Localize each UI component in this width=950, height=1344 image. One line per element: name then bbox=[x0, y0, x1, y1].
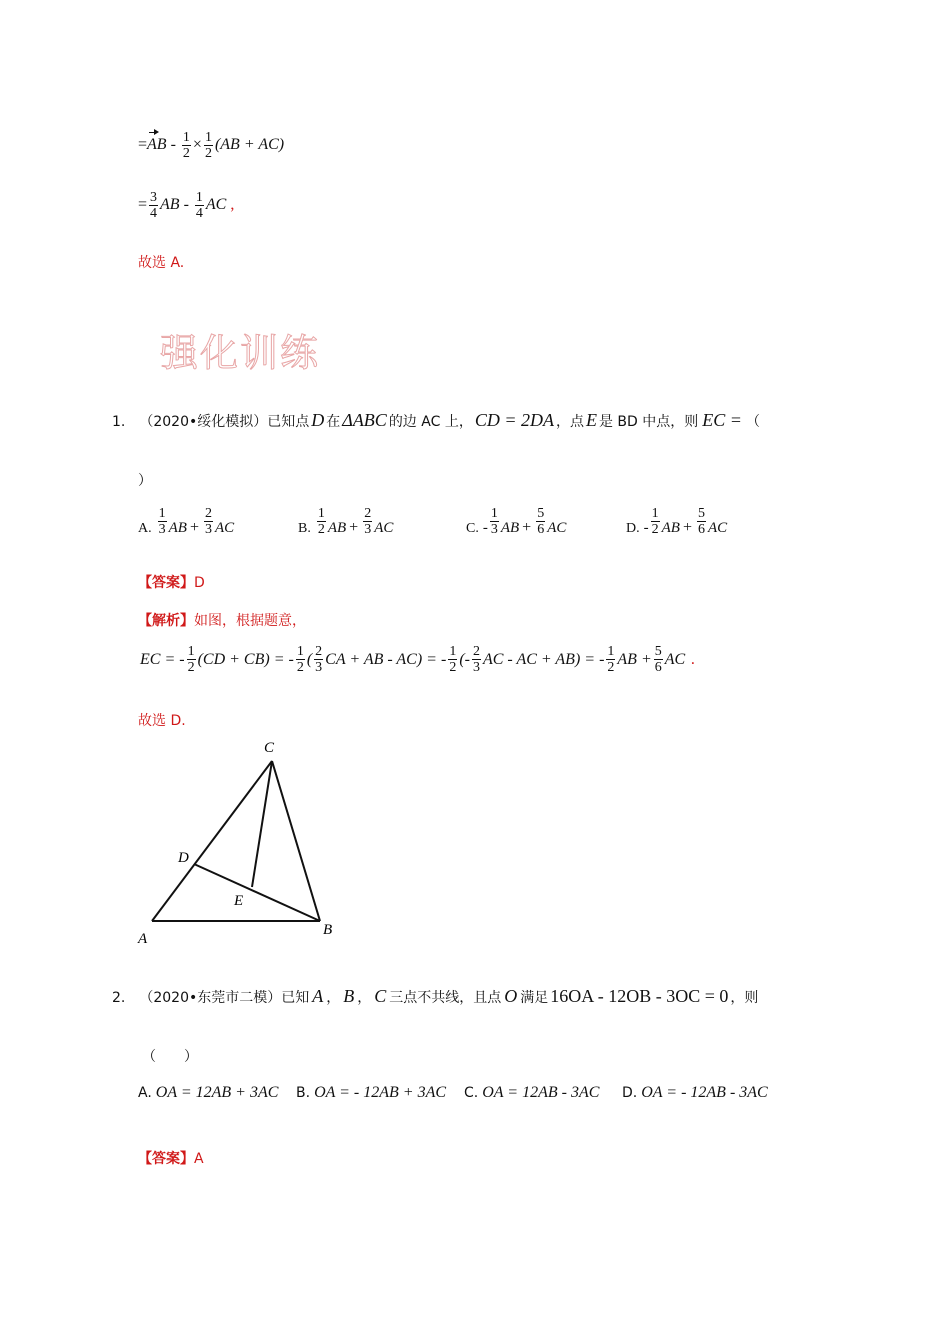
point-c: C bbox=[374, 986, 387, 1006]
question-source: （2020•绥化模拟）已知点 bbox=[139, 414, 310, 430]
question-2-stem bbox=[112, 986, 758, 1007]
condition-cd-2da: CD = 2DA bbox=[474, 410, 554, 430]
vector-ac: AC bbox=[214, 520, 235, 536]
derivation-part: AB + bbox=[617, 650, 652, 668]
label-c: C bbox=[264, 740, 275, 756]
option-label: C. bbox=[464, 1085, 479, 1101]
answer-tag: 【答案】 bbox=[138, 1151, 194, 1167]
fraction bbox=[296, 644, 305, 675]
segment-ce bbox=[252, 761, 272, 887]
stem-text: 在 bbox=[326, 414, 341, 430]
point-d: D bbox=[311, 410, 325, 430]
derivation-line bbox=[140, 644, 695, 675]
answer-value: D bbox=[194, 575, 205, 591]
option-b[interactable] bbox=[296, 1084, 464, 1102]
option-expression: OA = - 12AB - 3AC bbox=[641, 1084, 768, 1101]
vector-ab: AB bbox=[661, 520, 680, 536]
minus-sign: - bbox=[183, 196, 189, 214]
option-d[interactable] bbox=[626, 506, 786, 537]
label-d: D bbox=[178, 850, 189, 866]
stem-text: 的边 AC 上， bbox=[388, 414, 473, 430]
frac-den: 2 bbox=[296, 660, 304, 675]
derivation-part: AC bbox=[664, 650, 686, 668]
segment-db bbox=[194, 864, 320, 921]
equals-sign: = bbox=[138, 136, 148, 154]
fraction: $\frac{1}{3}$ bbox=[490, 506, 498, 537]
frac-den: 2 bbox=[607, 660, 615, 675]
vector-ab: AB bbox=[160, 196, 180, 214]
vector-ab: AB bbox=[147, 136, 167, 154]
stem-text: ，则 bbox=[730, 990, 759, 1006]
fraction: $\frac{1}{4}$ bbox=[195, 190, 203, 221]
label-e: E bbox=[234, 893, 244, 909]
analysis-line bbox=[138, 610, 306, 630]
frac-num: 1 bbox=[187, 644, 195, 659]
prev-conclusion: 故选 A. bbox=[138, 255, 185, 271]
fraction: $\frac{1}{2}$ bbox=[317, 506, 325, 537]
period: . bbox=[691, 650, 696, 668]
separator: ， bbox=[326, 990, 341, 1006]
vector-ac: AC bbox=[205, 196, 227, 214]
vector-ac: AC bbox=[374, 520, 394, 536]
question-number: 1. bbox=[112, 414, 126, 430]
question-2-options bbox=[138, 1084, 792, 1102]
stem-text: ，点 bbox=[555, 414, 584, 430]
minus-sign: - bbox=[643, 520, 649, 536]
question-1-stem bbox=[112, 410, 760, 431]
frac-den: 3 bbox=[472, 660, 480, 675]
minus-sign: - bbox=[170, 136, 176, 154]
option-expression: OA = - 12AB + 3AC bbox=[314, 1084, 447, 1101]
separator: ， bbox=[357, 990, 372, 1006]
fraction: $\frac{1}{2}$ bbox=[651, 506, 659, 537]
times-sign: × bbox=[192, 136, 202, 154]
fraction: $\frac{1}{2}$ bbox=[204, 130, 212, 161]
target-ec: EC = bbox=[702, 410, 742, 430]
option-label: A. bbox=[138, 1085, 152, 1101]
option-expression: OA = 12AB - 3AC bbox=[482, 1084, 600, 1101]
paren-expression: (AB + AC) bbox=[214, 136, 285, 154]
condition-equation: 16OA - 12OB - 3OC = 0 bbox=[550, 986, 729, 1006]
prev-solution-line-2 bbox=[138, 190, 234, 221]
point-o: O bbox=[504, 986, 518, 1006]
stem-text: 满足 bbox=[520, 990, 549, 1006]
section-title: 强化训练 bbox=[160, 331, 321, 375]
fraction: $\frac{3}{4}$ bbox=[150, 190, 158, 221]
q2-answer-line bbox=[138, 1148, 204, 1168]
q1-conclusion: 故选 D. bbox=[138, 713, 186, 729]
fraction: $\frac{2}{3}$ bbox=[204, 506, 212, 537]
frac-den: 2 bbox=[449, 660, 457, 675]
answer-blank: （ ） bbox=[142, 1049, 198, 1065]
vector-ab: AB bbox=[168, 520, 187, 536]
vector-ac: AC bbox=[547, 520, 567, 536]
frac-den: 2 bbox=[187, 660, 195, 675]
triangle-figure bbox=[130, 735, 350, 950]
question-source: （2020•东莞市二模）已知 bbox=[139, 990, 310, 1006]
option-label: D. bbox=[622, 1085, 638, 1101]
derivation-part: EC = - bbox=[140, 650, 185, 668]
fraction bbox=[314, 644, 323, 675]
analysis-text: 如图，根据题意， bbox=[194, 613, 306, 629]
comma: , bbox=[230, 196, 235, 214]
paren-open: （ bbox=[745, 414, 760, 430]
equals-sign: = bbox=[138, 196, 148, 214]
point-a: A bbox=[312, 986, 324, 1006]
option-expression: OA = 12AB + 3AC bbox=[155, 1084, 279, 1101]
frac-den: 6 bbox=[654, 660, 662, 675]
option-c[interactable] bbox=[464, 1084, 622, 1102]
plus-sign: + bbox=[522, 519, 532, 536]
option-label: D. bbox=[626, 521, 640, 536]
plus-sign: + bbox=[349, 519, 359, 536]
option-d[interactable] bbox=[622, 1084, 792, 1102]
option-label: C. bbox=[466, 521, 479, 536]
triangle-abc: ΔABC bbox=[342, 410, 387, 430]
frac-num: 1 bbox=[607, 644, 615, 659]
option-a[interactable] bbox=[138, 506, 298, 537]
option-c[interactable] bbox=[466, 506, 626, 537]
label-b: B bbox=[323, 922, 333, 938]
fraction bbox=[472, 644, 481, 675]
option-b[interactable] bbox=[298, 506, 466, 537]
stem-text: 是 BD 中点，则 bbox=[598, 414, 699, 430]
vector-ab: AB bbox=[500, 520, 520, 536]
derivation-part: (CD + CB) = - bbox=[197, 650, 294, 668]
frac-den: 3 bbox=[315, 660, 323, 675]
question-number: 2. bbox=[112, 990, 126, 1006]
fraction: $\frac{1}{2}$ bbox=[182, 130, 190, 161]
option-label: A. bbox=[138, 521, 152, 536]
option-label: B. bbox=[298, 521, 311, 536]
question-1-options bbox=[138, 506, 786, 537]
vector-ab: AB bbox=[327, 520, 347, 536]
analysis-tag: 【解析】 bbox=[138, 613, 194, 629]
derivation-part: AC - AC + AB) = - bbox=[482, 650, 605, 668]
answer-value: A bbox=[194, 1151, 204, 1167]
side-cb bbox=[272, 761, 320, 921]
option-label: B. bbox=[296, 1085, 311, 1101]
prev-solution-line-1 bbox=[138, 130, 284, 161]
derivation-part: CA + AB - AC) = - bbox=[325, 650, 447, 668]
vector-ac: AC bbox=[707, 520, 728, 536]
frac-num: 1 bbox=[296, 644, 304, 659]
paren-close: ） bbox=[138, 473, 152, 489]
answer-tag: 【答案】 bbox=[138, 575, 194, 591]
fraction: $\frac{5}{6}$ bbox=[697, 506, 705, 537]
point-b: B bbox=[343, 986, 355, 1006]
option-a[interactable] bbox=[138, 1084, 296, 1102]
fraction bbox=[654, 644, 663, 675]
point-e: E bbox=[585, 410, 597, 430]
frac-num: 2 bbox=[472, 644, 480, 659]
fraction: $\frac{1}{3}$ bbox=[158, 506, 166, 537]
fraction bbox=[448, 644, 457, 675]
answer-line bbox=[138, 572, 205, 592]
side-ac bbox=[152, 761, 272, 921]
fraction: $\frac{5}{6}$ bbox=[537, 506, 545, 537]
frac-num: 1 bbox=[449, 644, 457, 659]
label-a: A bbox=[138, 931, 148, 947]
derivation-part: (- bbox=[459, 650, 470, 668]
fraction bbox=[187, 644, 196, 675]
minus-sign: - bbox=[482, 520, 488, 536]
frac-num: 2 bbox=[315, 644, 323, 659]
stem-text: 三点不共线，且点 bbox=[389, 990, 502, 1006]
plus-sign: + bbox=[189, 519, 199, 536]
derivation-part: ( bbox=[306, 650, 313, 668]
frac-num: 5 bbox=[654, 644, 662, 659]
plus-sign: + bbox=[682, 519, 692, 536]
fraction: $\frac{2}{3}$ bbox=[364, 506, 372, 537]
fraction bbox=[606, 644, 615, 675]
